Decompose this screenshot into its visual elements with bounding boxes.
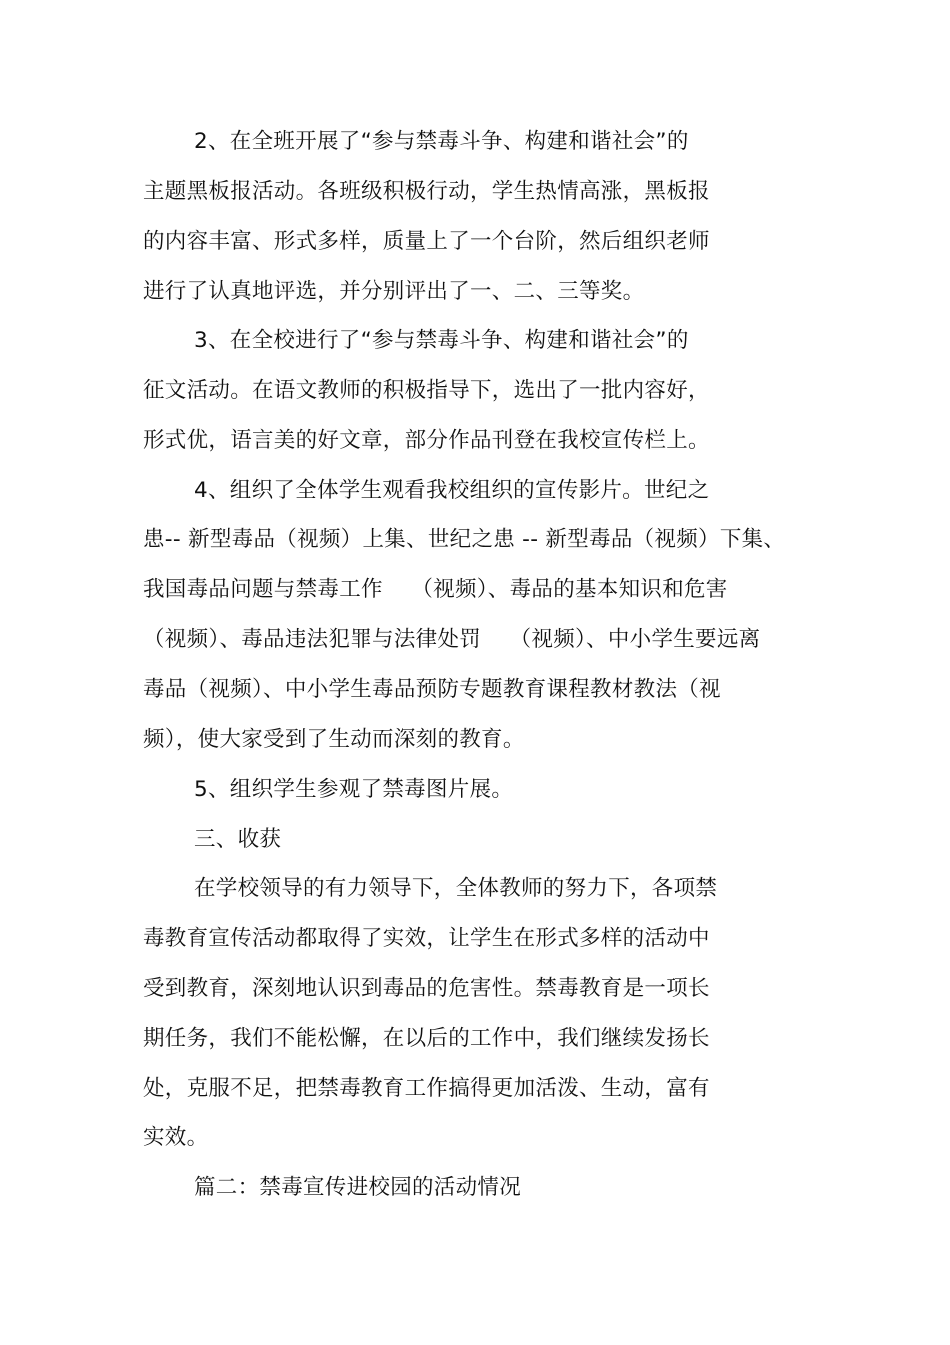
section-heading: 三、收获 xyxy=(194,827,282,852)
text-line: 期任务，我们不能松懈，在以后的工作中，我们继续发扬长 xyxy=(143,1026,710,1051)
text-line: 主题黑板报活动。各班级积极行动，学生热情高涨，黑板报 xyxy=(143,179,710,204)
text-line: 2、在全班开展了“参与禁毒斗争、构建和谐社会”的 xyxy=(194,129,689,154)
chapter-heading: 篇二：禁毒宣传进校园的活动情况 xyxy=(194,1175,522,1200)
text-line: 我国毒品问题与禁毒工作 （视频）、毒品的基本知识和危害 xyxy=(143,577,728,602)
text-line: 毒品（视频）、中小学生毒品预防专题教育课程教材教法（视 xyxy=(143,677,721,702)
text-line: 3、在全校进行了“参与禁毒斗争、构建和谐社会”的 xyxy=(194,328,689,353)
text-line: 处，克服不足，把禁毒教育工作搞得更加活泼、生动，富有 xyxy=(143,1076,710,1101)
text-line: 在学校领导的有力领导下，全体教师的努力下，各项禁 xyxy=(194,876,718,901)
text-line: 受到教育，深刻地认识到毒品的危害性。禁毒教育是一项长 xyxy=(143,976,710,1001)
text-line: 4、组织了全体学生观看我校组织的宣传影片。世纪之 xyxy=(194,478,710,503)
text-line: 形式优，语言美的好文章，部分作品刊登在我校宣传栏上。 xyxy=(143,428,710,453)
text-line: 5、组织学生参观了禁毒图片展。 xyxy=(194,777,514,802)
text-line: 实效。 xyxy=(143,1125,209,1150)
text-line: 进行了认真地评选，并分别评出了一、二、三等奖。 xyxy=(143,279,645,304)
text-line: （视频）、毒品违法犯罪与法律处罚 （视频）、中小学生要远离 xyxy=(143,627,761,652)
text-line: 的内容丰富、形式多样，质量上了一个台阶，然后组织老师 xyxy=(143,229,710,254)
text-line: 毒教育宣传活动都取得了实效，让学生在形式多样的活动中 xyxy=(143,926,710,951)
text-line: 频），使大家受到了生动而深刻的教育。 xyxy=(143,727,525,752)
text-line: 征文活动。在语文教师的积极指导下，选出了一批内容好， xyxy=(143,378,710,403)
text-line: 患-- 新型毒品（视频）上集、世纪之患 -- 新型毒品（视频）下集、 xyxy=(143,527,786,552)
